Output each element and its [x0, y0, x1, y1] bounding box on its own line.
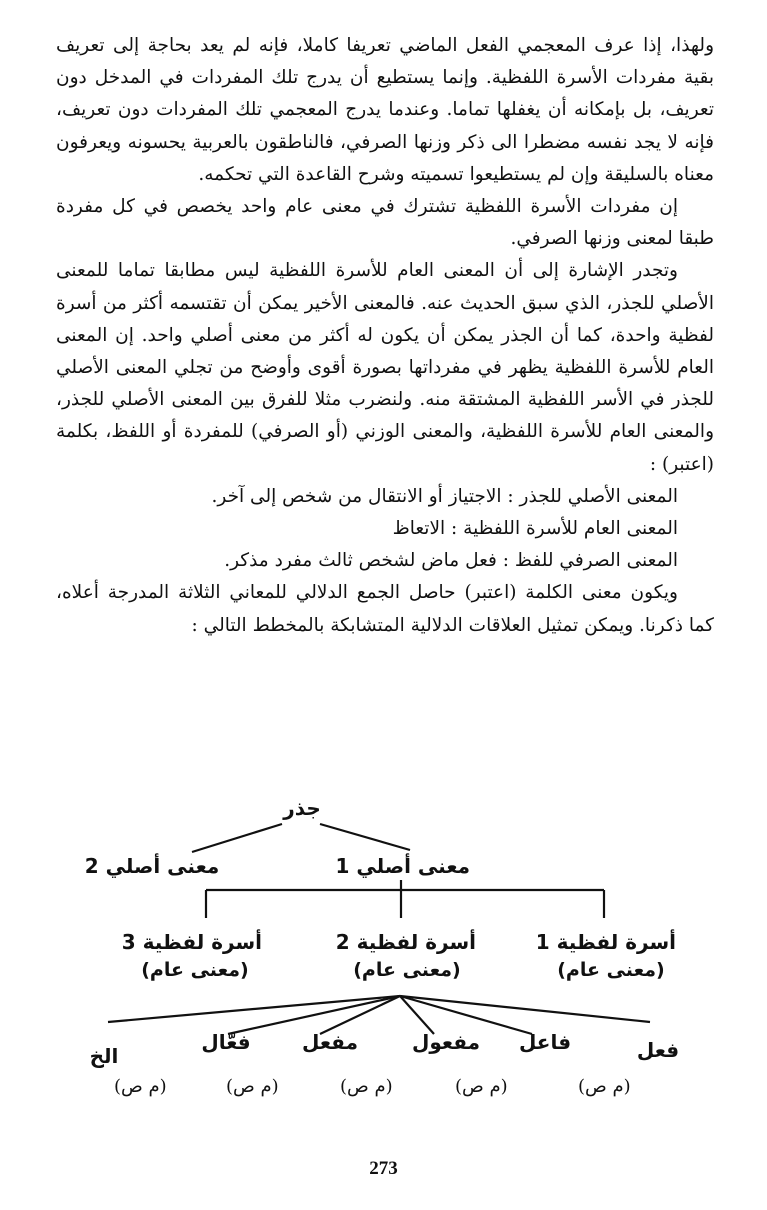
word-2: فاعل: [518, 1030, 572, 1054]
fan-line-1: [108, 996, 400, 1022]
family-1-sub: (معنى عام): [557, 959, 665, 981]
definition-family-meaning: المعنى العام للأسرة اللفظية : الاتعاظ: [392, 518, 678, 540]
word-1-meaning: (م ص): [578, 1076, 631, 1097]
family-1-label: أسرة لفظية 1: [535, 930, 676, 954]
word-3: مفعول: [412, 1030, 480, 1054]
word-6: الخ: [89, 1044, 119, 1068]
fan-line-2: [228, 996, 400, 1034]
body-text: [56, 30, 714, 642]
line-root-meaning2: [192, 824, 282, 852]
paragraph-4: ويكون معنى الكلمة (اعتبر) حاصل الجمع الدلالي للمعاني الثلاثة المدرجة أعلاه، كما ذكرنا. ويمكن تمثيل العلاقات الدلالية المتشابكة بالمخطط التالي :: [56, 582, 714, 636]
fan-line-6: [400, 996, 650, 1022]
word-3-meaning: (م ص): [340, 1076, 393, 1097]
meaning-2-label: معنى أصلي 2: [84, 854, 220, 878]
diagram-lines: [0, 790, 767, 1120]
definition-morph-meaning: المعنى الصرفي للفظ : فعل ماض لشخص ثالث مفرد مذكر.: [224, 550, 678, 572]
paragraph-2: إن مفردات الأسرة اللفظية تشترك في معنى عام واحد يخصص في كل مفردة طبقا لمعنى وزنها الصرفي.: [56, 196, 714, 250]
paragraph-1: ولهذا، إذا عرف المعجمي الفعل الماضي تعريفا كاملا، فإنه لم يعد بحاجة إلى تعريف بقية مفردات الأسرة اللفظية. وإنما يستطيع أن يدرج تلك المفردات في المدخل دون تعريف، بل بإمكانه أن يغفلها تماما. وعندما يدرج المعجمي تلك المفردات دون تعريف، فإنه لا يجد نفسه مضطرا الى ذكر وزنها الصرفي، فالناطقون بالعربية يحسونه ويعرفون معناه بالسليقة وإن لم يستطيعوا تسميته وشرح القاعدة التي تحكمه.: [56, 35, 714, 185]
paragraph-3: وتجدر الإشارة إلى أن المعنى العام للأسرة اللفظية ليس مطابقا تماما للمعنى الأصلي للجذر، الذي سبق الحديث عنه. فالمعنى الأخير يمكن أن تقتسمه أكثر من أسرة لفظية واحدة، كما أن الجذر يمكن أن يكون له أكثر من معنى أصلي واحد. إن المعنى العام للأسرة اللفظية يظهر في مفرداتها بصورة أقوى وأوضح من تجلي المعنى الأصلي للجذر في الأسر اللفظية المشتقة منه. ولنضرب مثلا للفرق بين المعنى الأصلي للجذر، والمعنى العام للأسرة اللفظية، والمعنى الوزني (أو الصرفي) للمفردة أو اللفظ، بكلمة (اعتبر) :: [56, 260, 714, 475]
word-4-meaning: (م ص): [226, 1076, 279, 1097]
family-3-label: أسرة لفظية 3: [121, 930, 262, 954]
word-5: فعّال: [201, 1030, 251, 1054]
word-4: مفعل: [302, 1030, 358, 1054]
family-2-label: أسرة لفظية 2: [335, 930, 476, 954]
definition-root-meaning: المعنى الأصلي للجذر : الاجتياز أو الانتقال من شخص إلى آخر.: [211, 485, 678, 507]
family-2-sub: (معنى عام): [353, 959, 461, 981]
fan-line-5: [400, 996, 532, 1034]
meaning-1-label: معنى أصلي 1: [335, 854, 470, 878]
word-2-meaning: (م ص): [455, 1076, 508, 1097]
semantic-diagram: [0, 790, 767, 1120]
word-1: فعل: [636, 1038, 680, 1062]
word-5-meaning: (م ص): [114, 1076, 167, 1097]
line-root-meaning1: [320, 824, 410, 850]
page-number: 273: [369, 1158, 398, 1179]
family-3-sub: (معنى عام): [141, 959, 249, 981]
root-label: جذر: [283, 796, 321, 820]
